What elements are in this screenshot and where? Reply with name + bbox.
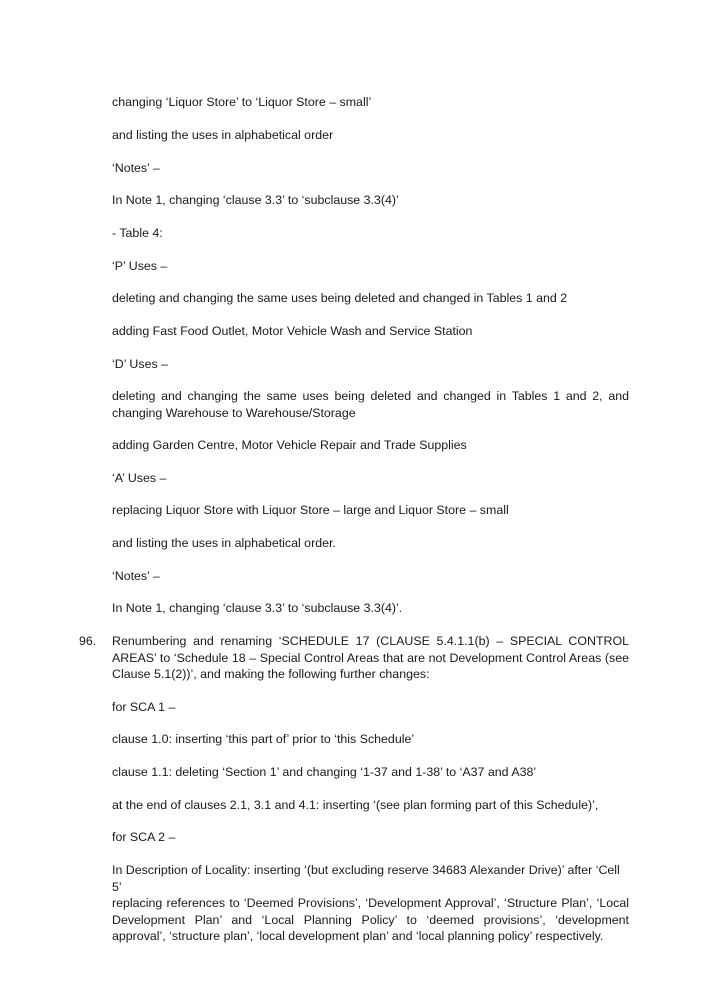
paragraph: for SCA 2 – xyxy=(112,830,176,844)
paragraph: deleting and changing the same uses being deleted and changed in Tables 1 and 2, and changing Warehouse to Warehouse/Storage xyxy=(112,389,629,420)
paragraph: clause 1.0: inserting ‘this part of’ prior to ‘this Schedule’ xyxy=(112,732,415,746)
paragraph: ‘P’ Uses – xyxy=(112,259,168,273)
paragraph: for SCA 1 – xyxy=(112,700,176,714)
paragraph: adding Garden Centre, Motor Vehicle Repair and Trade Supplies xyxy=(112,438,467,452)
paragraph: at the end of clauses 2.1, 3.1 and 4.1: inserting ‘(see plan forming part of this Schedule)’, xyxy=(112,798,599,812)
paragraph: In Description of Locality: inserting ‘(but excluding reserve 34683 Alexander Drive)’ after ‘Cell 5’ xyxy=(112,863,620,894)
paragraph: and listing the uses in alphabetical order xyxy=(112,128,334,142)
paragraph: deleting and changing the same uses being deleted and changed in Tables 1 and 2 xyxy=(112,291,568,305)
paragraph: changing ‘Liquor Store’ to ‘Liquor Store – small’ xyxy=(112,95,372,109)
paragraph: replacing Liquor Store with Liquor Store – large and Liquor Store – small xyxy=(112,503,509,517)
paragraph: ‘D’ Uses – xyxy=(112,357,168,371)
paragraph: ‘A’ Uses – xyxy=(112,471,167,485)
paragraph: ‘Notes’ – xyxy=(112,161,160,175)
paragraph: clause 1.1: deleting ‘Section 1’ and changing ‘1-37 and 1-38’ to ‘A37 and A38’ xyxy=(112,765,537,779)
paragraph: In Note 1, changing ‘clause 3.3’ to ‘subclause 3.3(4)’. xyxy=(112,601,403,615)
paragraph: adding Fast Food Outlet, Motor Vehicle Wash and Service Station xyxy=(112,324,473,338)
paragraph: - Table 4: xyxy=(112,226,163,240)
item-text: Renumbering and renaming ‘SCHEDULE 17 (CLAUSE 5.4.1.1(b) – SPECIAL CONTROL AREAS’ to ‘Schedule 18 – Special Control Areas that are not Development Control Areas (see Clause 5.1(2))’, and making the following further changes: xyxy=(112,634,629,681)
item-number: 96. xyxy=(79,634,97,648)
paragraph: and listing the uses in alphabetical order. xyxy=(112,536,336,550)
paragraph: In Note 1, changing ‘clause 3.3’ to ‘subclause 3.3(4)’ xyxy=(112,193,399,207)
paragraph: replacing references to ‘Deemed Provisions’, ‘Development Approval’, ‘Structure Plan’, ‘Local Development Plan’ and ‘Local Planning Policy’ to ‘deemed provisions’, ‘development approval’, ‘structure plan’, ‘local development plan’ and ‘local planning policy’ respectively. xyxy=(112,896,629,943)
paragraph: ‘Notes’ – xyxy=(112,569,160,583)
